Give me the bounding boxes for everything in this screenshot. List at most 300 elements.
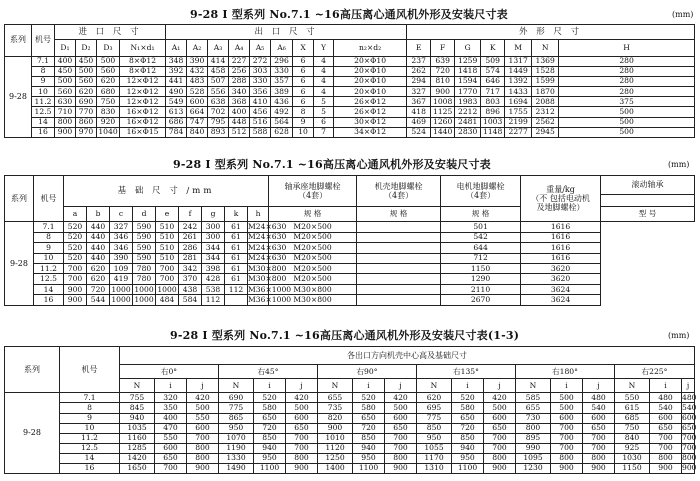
table-cell: 6 — [314, 117, 334, 127]
table-cell: 584 — [179, 295, 202, 306]
series-cell: 9-28 — [5, 393, 60, 474]
table-cell: 2199 — [505, 117, 532, 127]
model-cell: 8 — [32, 66, 55, 76]
table-cell: 800 — [583, 453, 615, 463]
table-cell: 1616 — [521, 232, 601, 242]
table-cell: 800 — [187, 443, 219, 453]
table-cell: M24×630 — [248, 242, 287, 252]
table-cell: 320 — [155, 393, 187, 403]
table-cell: 700 — [187, 433, 219, 443]
table-cell: 639 — [431, 56, 455, 66]
table-cell: 20×Φ10 — [334, 76, 407, 86]
col-header: A₁ — [166, 40, 187, 56]
sub-header: j — [385, 379, 417, 393]
table-cell: 20×Φ10 — [334, 66, 407, 76]
table-row — [5, 295, 695, 306]
table-cell: 549 — [166, 97, 187, 107]
table-cell: 501 — [441, 222, 521, 232]
table-cell: 1190 — [219, 443, 254, 453]
table-cell: 2088 — [532, 97, 559, 107]
table-cell: 500 — [286, 403, 318, 413]
table-cell: 390 — [187, 56, 208, 66]
col-header: g — [202, 207, 225, 222]
table-cell: 1400 — [318, 463, 353, 473]
table-cell: 803 — [481, 97, 505, 107]
table-cell: 600 — [583, 413, 615, 423]
table-cell: 61 — [225, 274, 248, 284]
table-cell: 650 — [682, 423, 697, 433]
sub-header: i — [551, 379, 583, 393]
table1-title: 9-28 I 型系列 No.7.1 ~16高压离心通风机外形及安装尺寸表 — [190, 8, 508, 21]
table-cell: 2110 — [441, 284, 521, 294]
table-cell: 720 — [431, 66, 455, 76]
table-cell: 420 — [484, 393, 516, 403]
table-cell: 440 — [87, 222, 110, 232]
table-cell: 556 — [208, 87, 229, 97]
table-cell: M30×800 — [269, 284, 357, 294]
table-cell: 520 — [452, 393, 484, 403]
table-cell: 700 — [484, 443, 516, 453]
table-cell: 300 — [202, 232, 225, 242]
table-cell: 16×Φ12 — [120, 117, 166, 127]
table-row — [5, 243, 695, 253]
table-cell: 2670 — [441, 295, 521, 306]
table-cell: 286 — [179, 243, 202, 253]
direction-header: 右0° — [120, 365, 219, 379]
table-cell: 712 — [441, 253, 521, 263]
table-cell: 564 — [271, 117, 293, 127]
table-row — [5, 413, 695, 423]
col-header-spec: 规 格 — [357, 207, 441, 222]
table2-unit: (mm) — [668, 160, 690, 169]
table-cell: 1008 — [431, 97, 455, 107]
table-cell: 500 — [559, 107, 695, 117]
table-cell: 490 — [166, 87, 187, 97]
direction-header: 右135° — [417, 365, 516, 379]
table-cell: 1616 — [521, 253, 601, 263]
table-cell: 1000 — [157, 284, 177, 294]
header-model: 机号 — [32, 25, 55, 57]
table-cell: 330 — [271, 66, 293, 76]
table-cell: M30×800 — [248, 274, 287, 284]
model-cell: 12.5 — [60, 443, 120, 453]
col-header: D₁ — [55, 40, 76, 56]
table-cell: 6 — [293, 76, 314, 86]
table-cell: 1070 — [219, 433, 254, 443]
table-cell: 61 — [225, 243, 248, 253]
table-cell: 1000 — [134, 295, 154, 305]
col-header: M — [505, 40, 532, 56]
table-cell: 9 — [293, 117, 314, 127]
table-cell: 685 — [615, 413, 650, 423]
table-cell: 1285 — [120, 443, 155, 453]
table-cell: 940 — [254, 443, 286, 453]
table-cell: 580 — [353, 403, 385, 413]
table-cell: 1100 — [254, 463, 286, 473]
table-cell: 600 — [155, 443, 187, 453]
table-cell: 500 — [551, 393, 583, 403]
table-cell: 400 — [229, 107, 250, 117]
table-cell: 700 — [156, 274, 179, 284]
table-cell: 8×Φ12 — [120, 56, 166, 66]
table-cell: 590 — [133, 222, 156, 232]
table-cell: 540 — [583, 403, 615, 413]
table-cell: 747 — [187, 117, 208, 127]
table-cell: 580 — [452, 403, 484, 413]
table-cell: 1599 — [532, 76, 559, 86]
group-rolling-bearing: 滚动轴承 — [601, 176, 695, 195]
table-cell: 650 — [385, 423, 417, 433]
table-cell: 418 — [407, 107, 431, 117]
table-cell: 480 — [650, 393, 682, 403]
col-header: N₁×d₁ — [120, 40, 166, 56]
header-model: 机号 — [60, 347, 120, 393]
sub-header: j — [583, 379, 615, 393]
table-cell: 510 — [156, 222, 179, 232]
table-cell: 509 — [481, 56, 505, 66]
table-cell: 2312 — [532, 107, 559, 117]
col-header: A₄ — [229, 40, 250, 56]
table-cell: 500 — [187, 403, 219, 413]
table-cell: 650 — [254, 413, 286, 423]
table-cell: 550 — [155, 433, 187, 443]
col-header: c — [110, 207, 133, 222]
table-cell: 730 — [516, 413, 551, 423]
table-cell: 600 — [187, 97, 208, 107]
table-cell: 720 — [254, 423, 286, 433]
table-cell: 296 — [271, 56, 293, 66]
table-cell: 780 — [133, 263, 156, 273]
table-cell: 436 — [271, 97, 293, 107]
table-cell: 1528 — [532, 66, 559, 76]
table-cell: M30×800 — [248, 263, 287, 273]
table-cell: 348 — [166, 56, 187, 66]
table-cell: 550 — [615, 393, 650, 403]
table-cell: 900 — [583, 463, 615, 473]
table-cell: 1490 — [219, 463, 254, 473]
table-cell: 720 — [87, 284, 110, 294]
table-cell: 12×Φ12 — [120, 97, 166, 107]
table-cell: 520 — [64, 253, 87, 263]
direction-header: 右90° — [318, 365, 417, 379]
col-header: X — [293, 40, 314, 56]
table-cell: 390 — [110, 253, 133, 263]
sub-header: N — [219, 379, 254, 393]
table-cell: 1870 — [532, 87, 559, 97]
table-row — [5, 284, 695, 294]
table-cell: 795 — [208, 117, 229, 127]
model-cell: 9 — [34, 243, 64, 253]
table-cell: 480 — [583, 393, 615, 403]
col-header: A₅ — [250, 40, 271, 56]
table-cell: 440 — [87, 243, 110, 253]
table-cell: 280 — [559, 87, 695, 97]
table-cell: 7 — [314, 127, 334, 137]
table-cell: 432 — [187, 66, 208, 76]
table-cell: M20×500 — [269, 232, 357, 242]
table-cell: 516 — [250, 117, 271, 127]
table-cell: 520 — [254, 393, 286, 403]
table-cell: 300 — [202, 222, 225, 232]
table-cell: 520 — [64, 243, 87, 253]
table-cell: 346 — [110, 243, 133, 253]
table3-body — [5, 347, 695, 474]
table-cell: 700 — [286, 443, 318, 453]
table-row — [5, 433, 695, 443]
table-cell: 484 — [156, 295, 179, 306]
table-cell: 560 — [55, 87, 76, 97]
model-cell: 16 — [60, 463, 120, 473]
table-cell: 620 — [76, 87, 97, 97]
group-weight: 重量/kg （不 包括电动机 及地脚螺栓） — [521, 176, 601, 222]
table-cell: 1392 — [505, 76, 532, 86]
table-cell: 1755 — [505, 107, 532, 117]
table-cell: 775 — [219, 403, 254, 413]
table-cell: 940 — [120, 413, 155, 423]
table-cell: 237 — [407, 56, 431, 66]
table-cell: 686 — [166, 117, 187, 127]
table-cell: 507 — [208, 76, 229, 86]
table-cell: 1449 — [505, 66, 532, 76]
table-cell: 588 — [250, 127, 271, 137]
group-outlet-direction-heights: 各出口方向机壳中心高及基础尺寸 — [120, 347, 695, 365]
table-cell: 112 — [225, 284, 248, 294]
table-cell: 261 — [179, 232, 202, 242]
table-cell: 327 — [110, 222, 133, 232]
table-cell: 800 — [484, 453, 516, 463]
table-cell: 112 — [202, 295, 225, 306]
table-cell: 256 — [229, 66, 250, 76]
col-header: A₂ — [187, 40, 208, 56]
table-cell: 780 — [133, 274, 156, 284]
table-cell: 448 — [229, 117, 250, 127]
table-cell: 638 — [208, 97, 229, 107]
table-cell: 61 — [225, 222, 248, 232]
table-cell: 6 — [293, 56, 314, 66]
table-cell: 528 — [187, 87, 208, 97]
table-cell: 4 — [314, 87, 334, 97]
table-cell: 950 — [452, 453, 484, 463]
table-cell: M20×500 — [269, 253, 357, 263]
table-cell: 6 — [293, 66, 314, 76]
table-row — [5, 76, 695, 86]
table-cell: 542 — [441, 232, 521, 242]
table-cell: 1150 — [441, 263, 521, 273]
table-cell: 342 — [179, 263, 202, 273]
col-header: f — [179, 207, 202, 222]
table-row — [5, 274, 695, 284]
table-row — [5, 97, 695, 107]
table-cell: 620 — [97, 76, 120, 86]
table-cell — [357, 284, 441, 294]
table-cell: 458 — [208, 66, 229, 76]
table-cell: 510 — [156, 243, 179, 253]
table-cell: 900 — [64, 284, 87, 294]
table-row — [5, 66, 695, 76]
table-cell: 280 — [559, 76, 695, 86]
group-outline-dimensions: 外 形 尺 寸 — [407, 25, 695, 40]
table-cell: 520 — [353, 393, 385, 403]
table-cell: 664 — [187, 107, 208, 117]
model-cell: 9 — [32, 76, 55, 86]
table-cell: 456 — [250, 107, 271, 117]
table-cell: 1418 — [455, 66, 481, 76]
table-cell: 392 — [166, 66, 187, 76]
table-cell: 600 — [551, 413, 583, 423]
table-cell: M30×800 — [269, 295, 357, 306]
table-cell: 900 — [682, 463, 697, 473]
table-cell: 3620 — [521, 274, 601, 284]
group-inlet-dimensions: 进 口 尺 寸 — [55, 25, 166, 40]
table2-title: 9-28 I 型系列 No.7.1 ~16高压离心通风机外形及安装尺寸表 — [173, 158, 491, 171]
table-cell: 12×Φ12 — [120, 87, 166, 97]
table-cell: 4 — [314, 66, 334, 76]
table-cell: 860 — [76, 117, 97, 127]
header-series: 系列 — [5, 25, 32, 57]
table-row — [5, 127, 695, 137]
table-cell: 1230 — [516, 463, 551, 473]
col-header: n₂×d₂ — [334, 40, 407, 56]
model-cell: 12.5 — [34, 274, 64, 284]
sub-header: i — [452, 379, 484, 393]
table-cell: 620 — [417, 393, 452, 403]
col-header: D₂ — [76, 40, 97, 56]
table-cell: 865 — [219, 413, 254, 423]
table-cell: 280 — [559, 56, 695, 66]
col-header: F — [431, 40, 455, 56]
table-cell: 438 — [179, 284, 202, 294]
model-cell: 7.1 — [60, 393, 120, 403]
table-row — [5, 117, 695, 127]
table-cell: 500 — [97, 56, 120, 66]
table-cell: 538 — [202, 284, 225, 294]
col-header: H — [559, 40, 695, 56]
table-cell: 26×Φ12 — [334, 97, 407, 107]
table-cell: 8 — [293, 107, 314, 117]
table-cell: 344 — [202, 243, 225, 253]
table-cell: 600 — [484, 413, 516, 423]
table-cell: 950 — [219, 423, 254, 433]
table-cell: 500 — [551, 403, 583, 413]
table-cell — [357, 232, 441, 242]
model-cell: 16 — [34, 295, 64, 306]
table-cell: 900 — [318, 423, 353, 433]
table-cell: M36×1000 — [248, 295, 292, 305]
table-cell: 900 — [650, 463, 682, 473]
table-cell: 770 — [76, 107, 97, 117]
model-cell: 14 — [34, 284, 64, 294]
group-motor-anchor-bolts: 电机地脚螺栓 （4套） — [441, 176, 521, 207]
table-cell: 1055 — [417, 443, 452, 453]
table-cell: 613 — [166, 107, 187, 117]
col-header: h — [248, 207, 269, 222]
table-cell: 580 — [254, 403, 286, 413]
table-cell: 600 — [385, 413, 417, 423]
sub-header: N — [615, 379, 650, 393]
model-cell: 14 — [32, 117, 55, 127]
col-header: N — [532, 40, 559, 56]
table-cell: 900 — [187, 463, 219, 473]
sub-header: N — [417, 379, 452, 393]
table-cell: 700 — [650, 433, 682, 443]
table-cell: 650 — [484, 423, 516, 433]
table-cell: 368 — [229, 97, 250, 107]
table-cell: 750 — [97, 97, 120, 107]
col-header-type: 型 号 — [601, 207, 695, 222]
table-cell: 500 — [76, 66, 97, 76]
table-cell: 900 — [64, 295, 87, 306]
table-cell: 615 — [615, 403, 650, 413]
sub-header: i — [353, 379, 385, 393]
table-cell: 16×Φ12 — [120, 107, 166, 117]
group-outlet-dimensions: 出 口 尺 寸 — [166, 25, 407, 40]
table-cell: 1150 — [615, 463, 650, 473]
table-cell: 850 — [417, 423, 452, 433]
table-row — [5, 222, 695, 232]
table-cell: 344 — [202, 253, 225, 263]
table-cell: 845 — [120, 403, 155, 413]
table-cell: 5 — [314, 97, 334, 107]
table-cell: 655 — [516, 403, 551, 413]
table-cell: 370 — [179, 274, 202, 284]
table-cell: 510 — [156, 232, 179, 242]
table-cell: 1616 — [521, 243, 601, 253]
series-cell: 9-28 — [5, 222, 34, 306]
table-cell: 12×Φ12 — [120, 76, 166, 86]
table-cell: 500 — [385, 403, 417, 413]
table-cell: 510 — [156, 253, 179, 263]
table-cell: M24×630 — [248, 253, 287, 263]
table-cell: 900 — [55, 127, 76, 137]
group-casing-anchor-bolts: 机壳地脚螺栓 （4套） — [357, 176, 441, 207]
table-cell: 520 — [64, 232, 87, 242]
table-cell: 30×Φ12 — [334, 117, 407, 127]
table-cell: 590 — [133, 232, 156, 242]
table-cell: 784 — [166, 127, 187, 137]
table-cell: 4 — [314, 76, 334, 86]
table-cell: 262 — [407, 66, 431, 76]
table-cell: 990 — [516, 443, 551, 453]
sub-header: j — [187, 379, 219, 393]
table-row — [5, 423, 695, 433]
table-cell: 600 — [650, 413, 682, 423]
table-cell: 800 — [187, 453, 219, 463]
table-cell: 5 — [314, 107, 334, 117]
table-cell: 420 — [286, 393, 318, 403]
table-cell: 1616 — [521, 222, 601, 232]
table-cell — [357, 274, 441, 284]
table-cell: 330 — [250, 76, 271, 86]
model-cell: 14 — [60, 453, 120, 463]
col-header: D₃ — [97, 40, 120, 56]
table-cell: M20×500 — [269, 222, 357, 232]
col-header: K — [481, 40, 505, 56]
table-cell: 1100 — [452, 463, 484, 473]
table-cell: 1317 — [505, 56, 532, 66]
col-header: G — [455, 40, 481, 56]
model-cell: 10 — [60, 423, 120, 433]
table-cell: 440 — [87, 232, 110, 242]
sub-header: j — [682, 379, 695, 393]
table-cell: 755 — [120, 393, 155, 403]
table-cell: 1594 — [455, 76, 481, 86]
table-cell: 720 — [353, 423, 385, 433]
model-cell: 11.2 — [60, 433, 120, 443]
table-cell: 492 — [271, 107, 293, 117]
table-cell: 400 — [155, 413, 187, 423]
table-row — [5, 253, 695, 263]
table-cell: 419 — [110, 274, 133, 284]
